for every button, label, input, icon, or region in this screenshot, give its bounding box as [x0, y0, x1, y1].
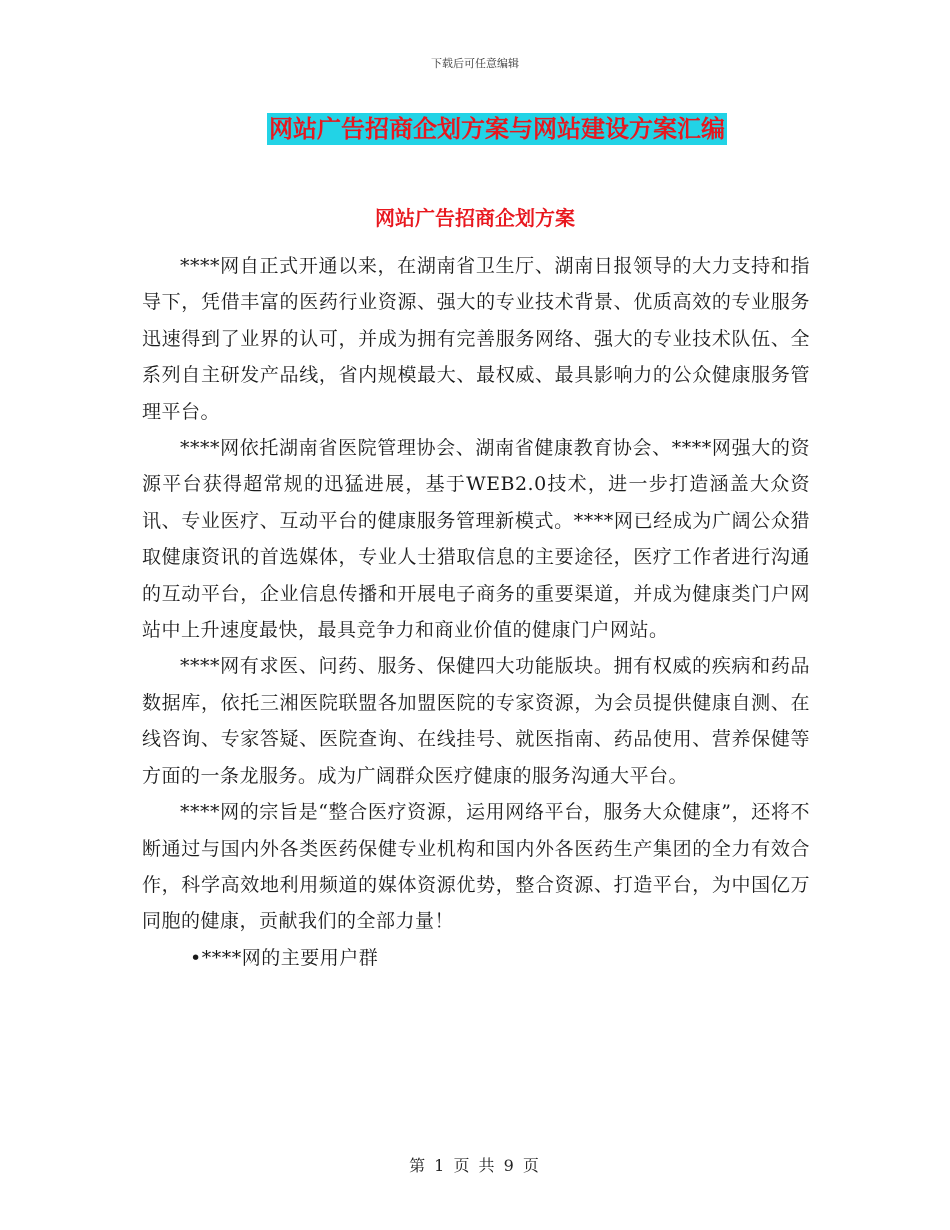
document-body [142, 248, 810, 976]
paragraph: ****网自正式开通以来，在湖南省卫生厅、湖南日报领导的大力支持和指导下，凭借丰富的医药行业资源、强大的专业技术背景、优质高效的专业服务迅速得到了业界的认可，并成为拥有完善服务网络、强大的专业技术队伍、全系列自主研发产品线，省内规模最大、最权威、最具影响力的公众健康服务管理平台。 [142, 255, 810, 423]
paragraph: ****网有求医、问药、服务、保健四大功能版块。拥有权威的疾病和药品数据库，依托三湘医院联盟各加盟医院的专家资源，为会员提供健康自测、在线咨询、专家答疑、医院查询、在线挂号、就医指南、药品使用、营养保健等方面的一条龙服务。成为广阔群众医疗健康的服务沟通大平台。 [142, 655, 810, 787]
page-footer: 第 1 页 共 9 页 [409, 1156, 541, 1175]
paragraph: ****网依托湖南省医院管理协会、湖南省健康教育协会、****网强大的资源平台获得超常规的迅猛进展，基于WEB2.0技术，进一步打造涵盖大众资讯、专业医疗、互动平台的健康服务管理新模式。****网已经成为广阔公众猎取健康资讯的首选媒体，专业人士猎取信息的主要途径，医疗工作者进行沟通的互动平台，企业信息传播和开展电子商务的重要渠道，并成为健康类门户网站中上升速度最快，最具竞争力和商业价值的健康门户网站。 [142, 437, 810, 642]
header-note: 下载后可任意编辑 [431, 57, 519, 70]
main-title: 网站广告招商企划方案与网站建设方案汇编 [269, 114, 725, 143]
main-title-container [0, 113, 950, 145]
section-title: 网站广告招商企划方案 [375, 206, 575, 230]
paragraph: ****网的宗旨是“整合医疗资源，运用网络平台，服务大众健康”，还将不断通过与国内外各类医药保健专业机构和国内外各医药生产集团的全力有效合作，科学高效地利用频道的媒体资源优势，整合资源、打造平台，为中国亿万同胞的健康，贡献我们的全部力量！ [142, 801, 810, 933]
bullet-item: •****网的主要用户群 [190, 946, 379, 969]
